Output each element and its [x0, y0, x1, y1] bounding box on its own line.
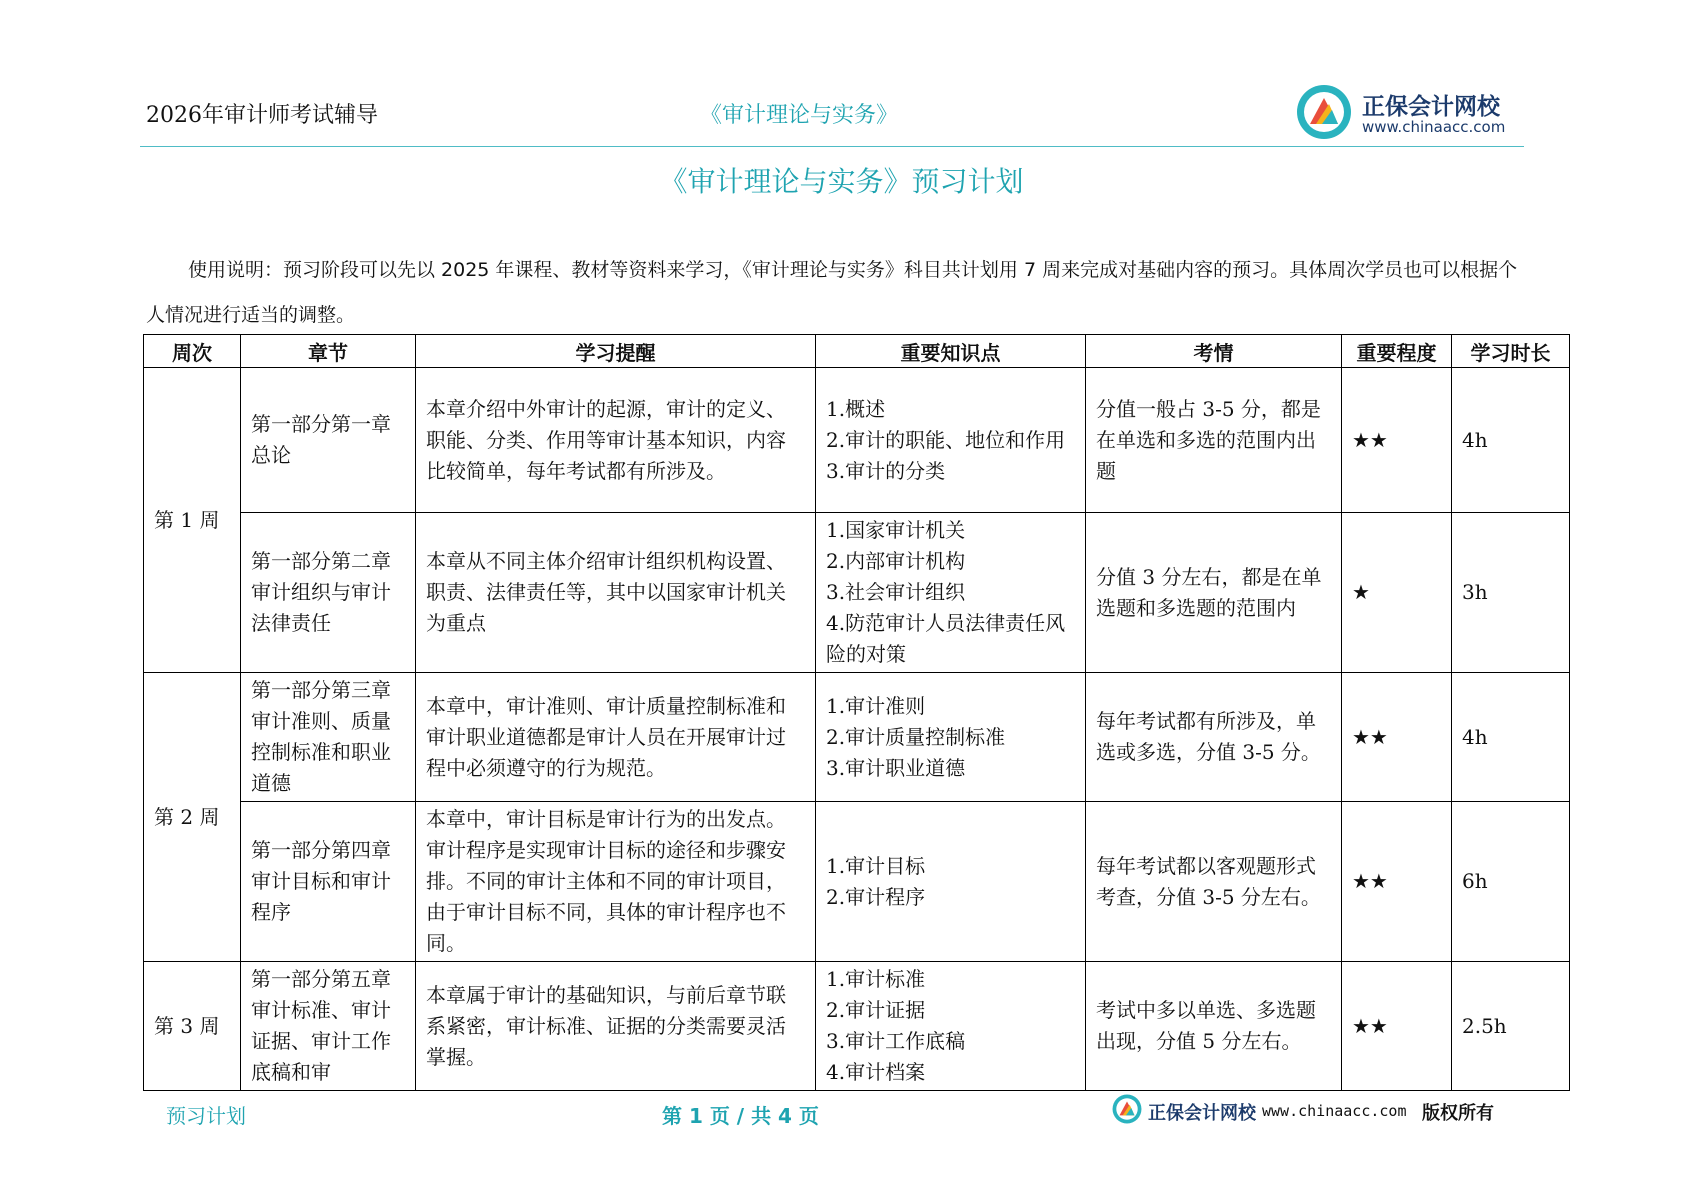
header-study-time: 学习时长 [1452, 335, 1570, 368]
footer-section-name: 预习计划 [166, 1104, 246, 1128]
logo-url: www.chinaacc.com [1362, 118, 1506, 136]
study-plan-table [143, 334, 1570, 1091]
key-point: 1.国家审计机关 [826, 518, 966, 542]
chinaacc-logo-icon [1112, 1094, 1142, 1124]
key-point: 4.防范审计人员法律责任风险的对策 [826, 611, 1066, 666]
study-time-cell: 4h [1452, 368, 1570, 513]
header-reminder: 学习提醒 [416, 335, 816, 368]
header-divider [140, 146, 1524, 147]
importance-stars: ★★ [1342, 368, 1452, 513]
header-subject: 《审计理论与实务》 [700, 103, 899, 128]
table-row [144, 513, 1570, 673]
key-points-cell [816, 962, 1086, 1091]
header-exam-info: 考情 [1086, 335, 1342, 368]
study-time-cell: 2.5h [1452, 962, 1570, 1091]
usage-instructions: 使用说明：预习阶段可以先以 2025 年课程、教材等资料来学习，《审计理论与实务》科目共计划用 7 周来完成对基础内容的预习。具体周次学员也可以根据个人情况进行适当的调整。 [146, 259, 1518, 326]
chapter-cell: 第一部分第五章 审计标准、审计证据、审计工作底稿和审 [241, 962, 416, 1091]
key-points-cell [816, 513, 1086, 673]
key-point: 2.审计的职能、地位和作用 [826, 427, 1066, 452]
table-row [144, 673, 1570, 802]
exam-info-cell: 每年考试都有所涉及，单选或多选，分值 3-5 分。 [1086, 673, 1342, 802]
document-title: 《审计理论与实务》预习计划 [659, 165, 1024, 198]
reminder-cell: 本章介绍中外审计的起源，审计的定义、职能、分类、作用等审计基本知识，内容比较简单，每年考试都有所涉及。 [416, 368, 816, 513]
exam-info-cell: 分值一般占 3-5 分，都是在单选和多选的范围内出题 [1086, 368, 1342, 513]
key-point: 1.审计标准 [826, 967, 926, 991]
reminder-cell: 本章中，审计目标是审计行为的出发点。审计程序是实现审计目标的途径和步骤安排。不同的审计主体和不同的审计项目，由于审计目标不同，具体的审计程序也不同。 [416, 802, 816, 962]
footer-copyright: 版权所有 [1422, 1103, 1494, 1124]
exam-info-cell: 每年考试都以客观题形式考查，分值 3-5 分左右。 [1086, 802, 1342, 962]
page-indicator: 第 1 页 / 共 4 页 [662, 1104, 819, 1128]
key-point: 1.概述 [826, 396, 886, 421]
key-point: 1.审计准则 [826, 693, 926, 718]
study-time-cell: 3h [1452, 513, 1570, 673]
week-cell: 第 2 周 [144, 673, 241, 962]
key-points-cell [816, 368, 1086, 513]
importance-stars: ★★ [1342, 802, 1452, 962]
importance-stars: ★ [1342, 513, 1452, 673]
reminder-cell: 本章从不同主体介绍审计组织机构设置、职责、法律责任等，其中以国家审计机关为重点 [416, 513, 816, 673]
reminder-cell: 本章属于审计的基础知识，与前后章节联系紧密，审计标准、证据的分类需要灵活掌握。 [416, 962, 816, 1091]
logo-brand-name: 正保会计网校 [1362, 94, 1500, 120]
header-key-points: 重要知识点 [816, 335, 1086, 368]
chapter-cell: 第一部分第二章 审计组织与审计法律责任 [241, 513, 416, 673]
table-row [144, 368, 1570, 513]
table-row [144, 802, 1570, 962]
key-point: 1.审计目标 [826, 853, 926, 878]
week-cell: 第 1 周 [144, 368, 241, 673]
header-importance: 重要程度 [1342, 335, 1452, 368]
footer-url: www.chinaacc.com [1262, 1102, 1407, 1120]
header-week: 周次 [144, 335, 241, 368]
key-point: 2.审计质量控制标准 [826, 724, 1006, 749]
chapter-cell: 第一部分第四章 审计目标和审计程序 [241, 802, 416, 962]
key-point: 3.审计职业道德 [826, 755, 966, 780]
table-header-row [144, 335, 1570, 368]
key-point: 3.审计的分类 [826, 458, 946, 483]
chapter-cell: 第一部分第三章 审计准则、质量控制标准和职业道德 [241, 673, 416, 802]
table-row [144, 962, 1570, 1091]
week-cell: 第 3 周 [144, 962, 241, 1091]
header-chapter: 章节 [241, 335, 416, 368]
exam-info-cell: 分值 3 分左右，都是在单选题和多选题的范围内 [1086, 513, 1342, 673]
key-point: 2.审计程序 [826, 884, 926, 909]
chapter-cell: 第一部分第一章 总论 [241, 368, 416, 513]
key-points-cell [816, 673, 1086, 802]
footer-brand-name: 正保会计网校 [1148, 1103, 1256, 1124]
key-point: 4.审计档案 [826, 1060, 926, 1084]
study-time-cell: 4h [1452, 673, 1570, 802]
study-time-cell: 6h [1452, 802, 1570, 962]
key-point: 3.审计工作底稿 [826, 1029, 966, 1053]
key-points-cell [816, 802, 1086, 962]
exam-info-cell: 考试中多以单选、多选题出现，分值 5 分左右。 [1086, 962, 1342, 1091]
header-exam-title: 2026年审计师考试辅导 [146, 103, 378, 128]
chinaacc-logo-icon [1296, 84, 1352, 140]
key-point: 3.社会审计组织 [826, 580, 966, 604]
key-point: 2.审计证据 [826, 998, 926, 1022]
key-point: 2.内部审计机构 [826, 549, 966, 573]
importance-stars: ★★ [1342, 673, 1452, 802]
importance-stars: ★★ [1342, 962, 1452, 1091]
brand-logo [1296, 84, 1506, 140]
reminder-cell: 本章中，审计准则、审计质量控制标准和审计职业道德都是审计人员在开展审计过程中必须遵守的行为规范。 [416, 673, 816, 802]
